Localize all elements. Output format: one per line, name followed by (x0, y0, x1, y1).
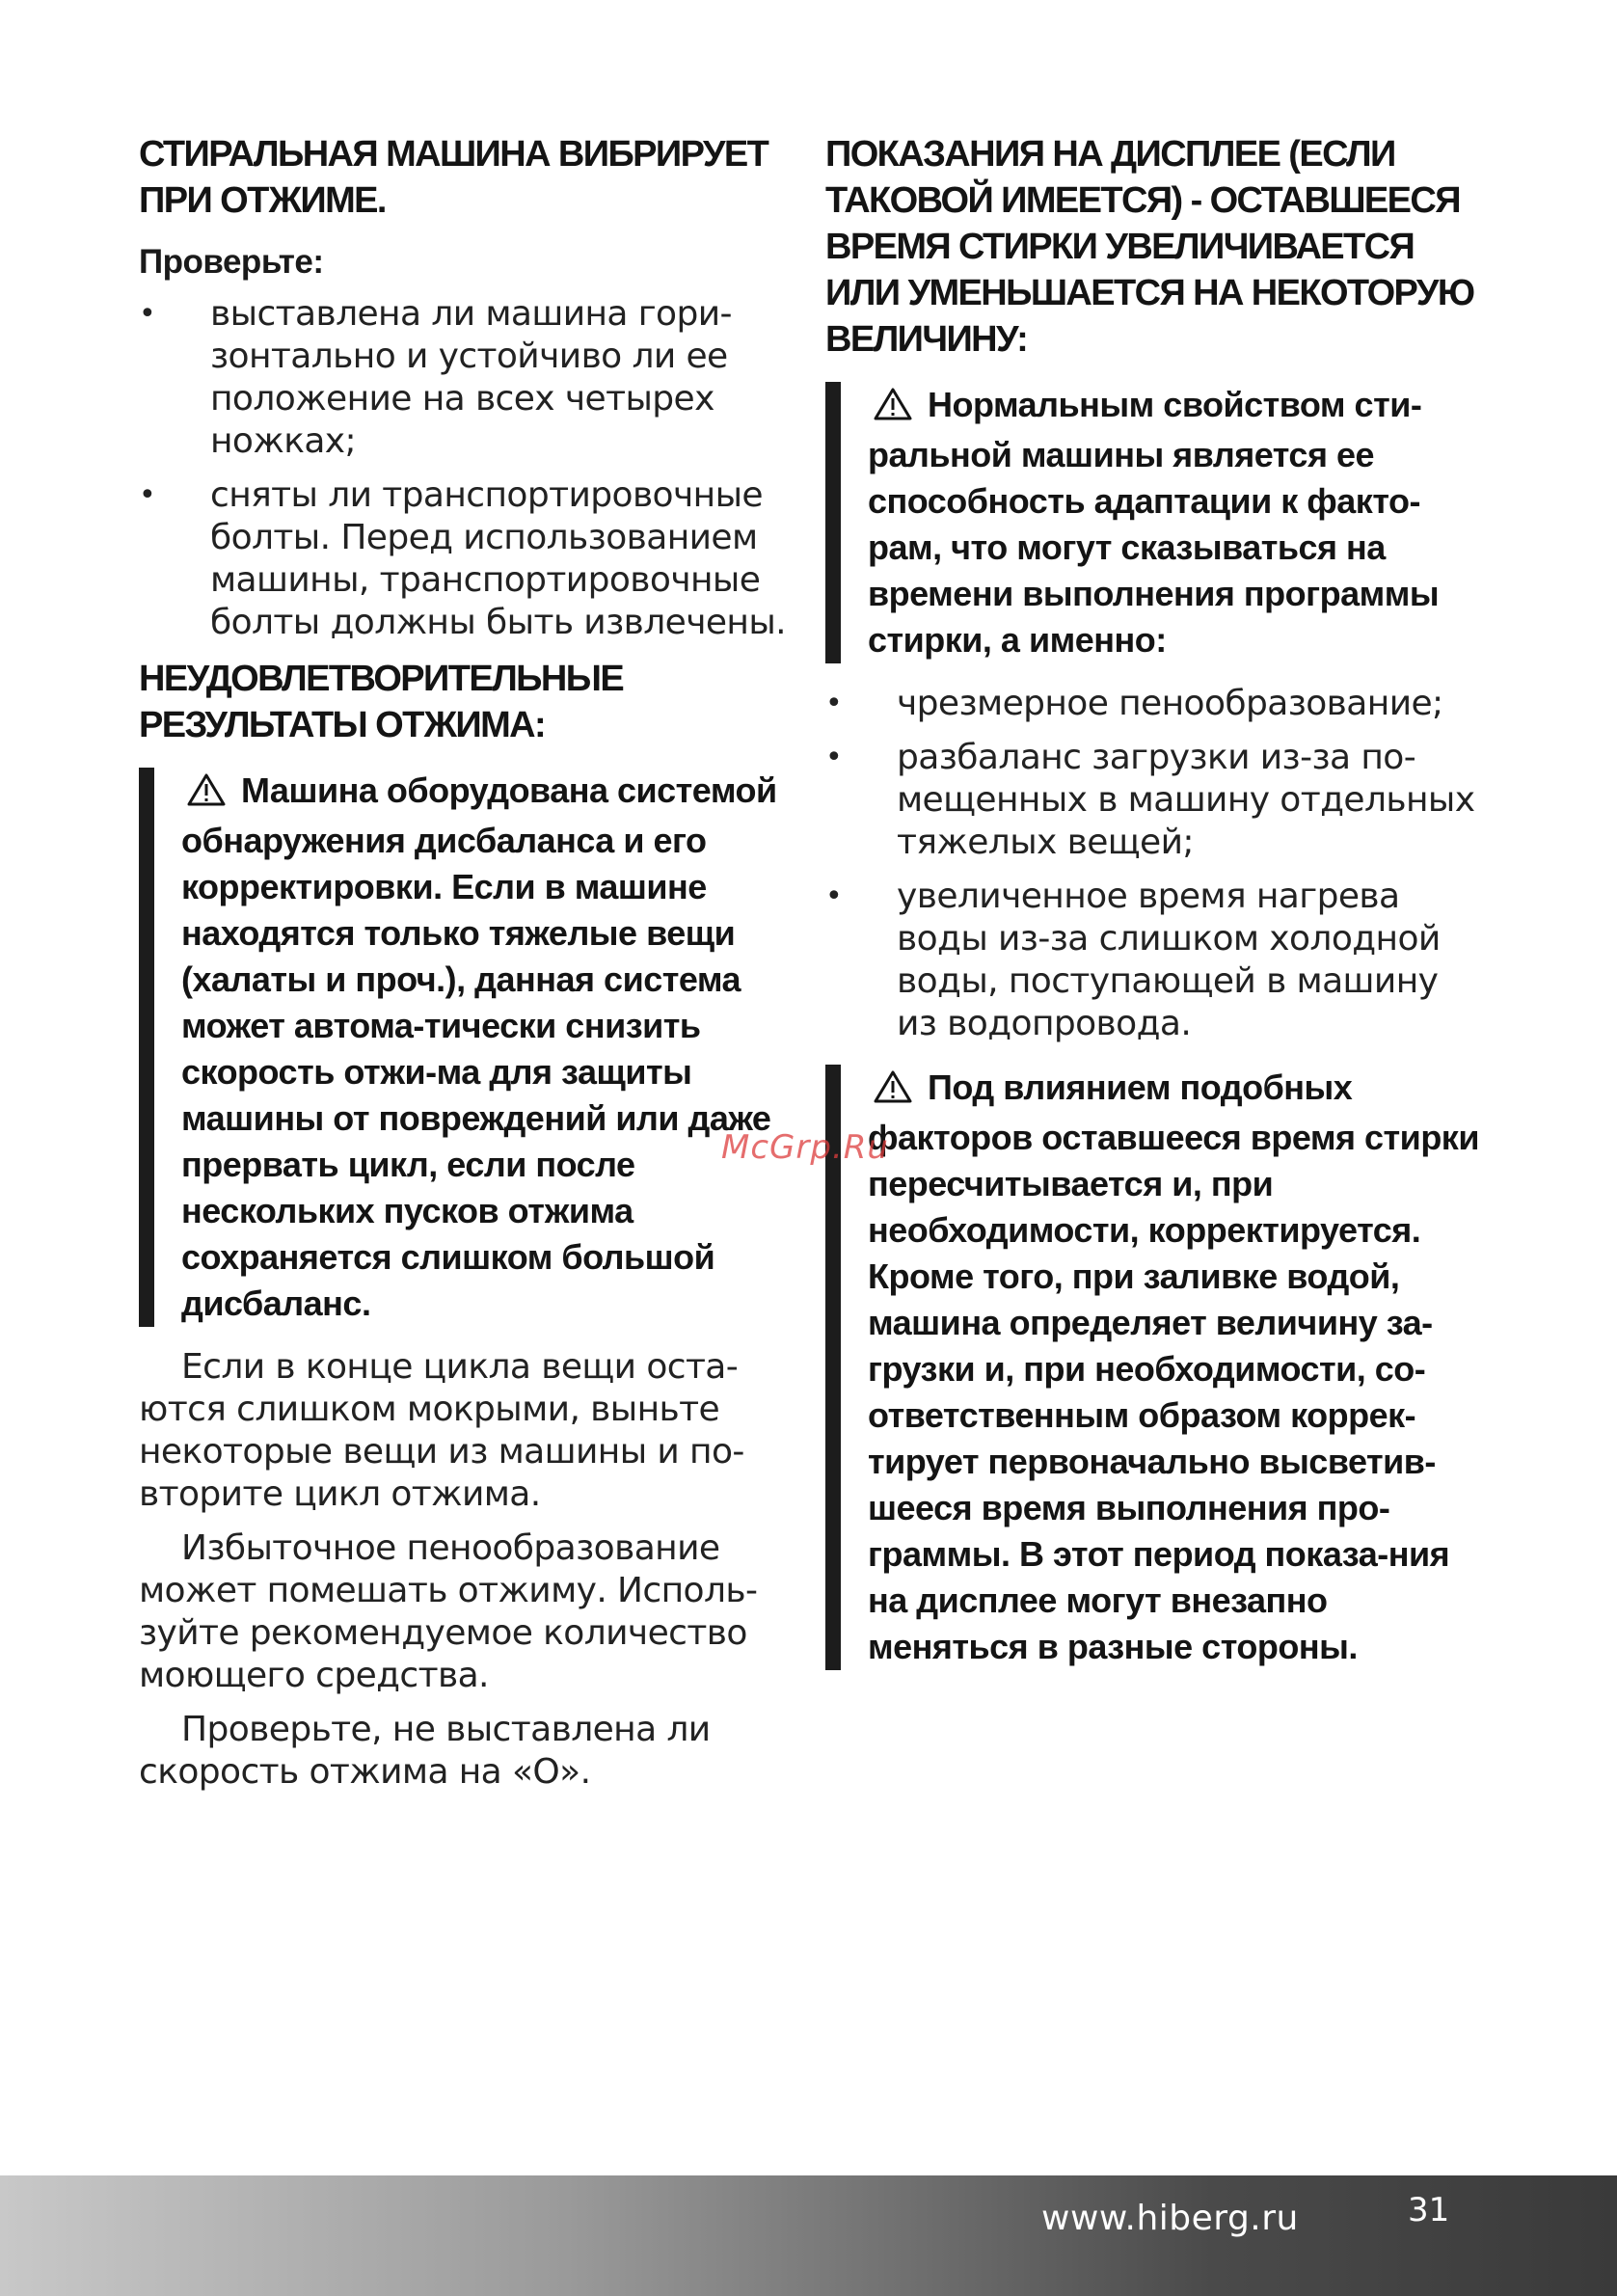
paragraph: Избыточное пенообразование может помешать отжиму. Исполь-зуйте рекомендуемое количество моющего средства. (139, 1528, 758, 1695)
page-number: 31 (1408, 2191, 1450, 2229)
display-time-heading: ПОКАЗАНИЯ НА ДИСПЛЕЕ (ЕСЛИ ТАКОВОЙ ИМЕЕТСЯ) - ОСТАВШЕЕСЯ ВРЕМЯ СТИРКИ УВЕЛИЧИВАЕТСЯ ИЛИ УМЕНЬШАЕТСЯ НА НЕКОТОРУЮ ВЕЛИЧИНУ: (825, 134, 1474, 360)
vibration-heading: СТИРАЛЬНАЯ МАШИНА ВИБРИРУЕТ ПРИ ОТЖИМЕ. (139, 134, 768, 221)
bullet-icon: • (139, 478, 156, 512)
adaptation-note: Нормальным свойством сти-ральной машины является ее способность адаптации к факто-рам, что могут сказываться на времени выполнения программы стирки, а именно: (825, 382, 1481, 663)
list-item: • выставлена ли машина гори-зонтально и устойчиво ли ее положение на всех четырех ножках; (139, 294, 732, 461)
warning-icon (874, 1068, 912, 1115)
note-bar (825, 382, 841, 663)
recalculation-note: Под влиянием подобных факторов оставшееся время стирки пересчитывается и, при необходимости, корректируется. Кроме того, при заливке водой, машина определяет величину за-грузки и, при необходимости, со-ответственным образом коррек-тирует первоначально высветив-шееся время выполнения про-граммы. В этот период показа-ния на дисплее могут внезапно меняться в разные стороны. (825, 1065, 1481, 1670)
spin-results-heading: НЕУДОВЛЕТВОРИТЕЛЬНЫЕ РЕЗУЛЬТАТЫ ОТЖИМА: (139, 659, 624, 745)
check-list (139, 293, 795, 644)
list-item: • чрезмерное пенообразование; (825, 684, 1443, 723)
watermark: McGrp.Ru (721, 1128, 889, 1167)
warning-icon (187, 771, 226, 818)
right-column (825, 131, 1481, 1689)
bullet-icon: • (139, 297, 156, 331)
left-column (139, 131, 795, 1805)
imbalance-warning-note: Машина оборудована системой обнаружения дисбаланса и его корректировки. Если в машине находятся только тяжелые вещи (халаты и проч.), данная система может автома-тически снизить скорость отжи-ма для защиты машины от повреждений или даже прервать цикл, если после нескольких пусков отжима сохраняется слишком большой дисбаланс. (139, 768, 795, 1327)
bullet-icon: • (825, 741, 843, 774)
list-item: • увеличенное время нагрева воды из-за слишком холодной воды, поступающей в машину из водопровода. (825, 877, 1441, 1043)
list-item: • сняты ли транспортировочные болты. Перед использованием машины, транспортировочные болты должны быть извлечены. (139, 475, 787, 642)
website-link[interactable]: www.hiberg.ru (1041, 2199, 1299, 2238)
footer-bar (0, 2175, 1617, 2296)
paragraph: Проверьте, не выставлена ли скорость отжима на «О». (139, 1710, 711, 1792)
list-item: • разбаланс загрузки из-за по-мещенных в машину отдельных тяжелых вещей; (825, 738, 1475, 862)
bullet-icon: • (825, 879, 843, 913)
warning-icon (874, 386, 912, 432)
bullet-icon: • (825, 687, 843, 720)
check-label: Проверьте: (139, 243, 324, 281)
factors-list (825, 683, 1481, 1045)
paragraph: Если в конце цикла вещи оста-ются слишком мокрыми, выньте некоторые вещи из машины и по-вторите цикл отжима. (139, 1347, 744, 1514)
note-bar (139, 768, 154, 1327)
